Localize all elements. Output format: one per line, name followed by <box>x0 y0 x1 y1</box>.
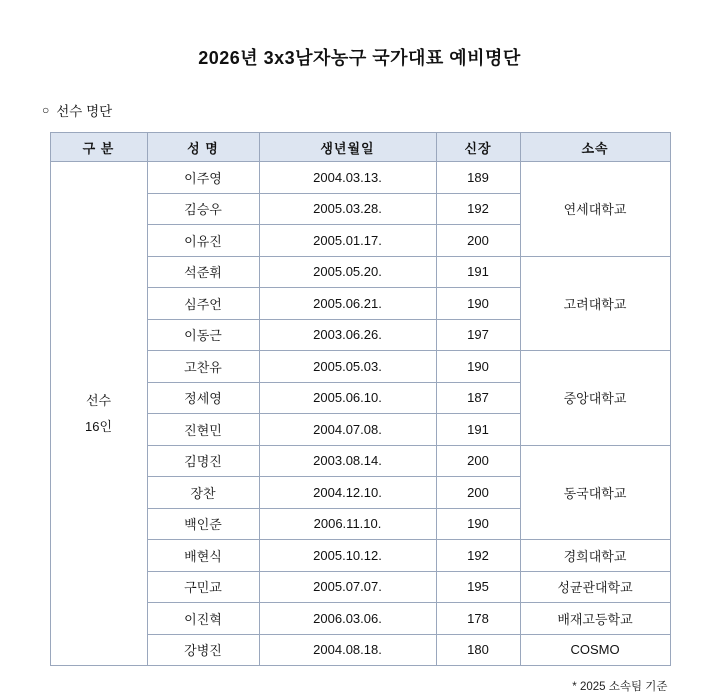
player-name-cell: 이동근 <box>147 319 259 351</box>
player-height-cell: 192 <box>436 540 520 572</box>
player-height-cell: 178 <box>436 603 520 635</box>
player-team-cell: 경희대학교 <box>520 540 670 572</box>
player-height-cell: 190 <box>436 288 520 320</box>
table-row <box>50 162 670 194</box>
player-dob-cell: 2005.06.10. <box>259 382 436 414</box>
player-height-cell: 200 <box>436 225 520 257</box>
player-team-cell: 동국대학교 <box>520 445 670 540</box>
player-team-cell: COSMO <box>520 634 670 666</box>
player-height-cell: 200 <box>436 477 520 509</box>
player-height-cell: 191 <box>436 256 520 288</box>
player-name-cell: 이주영 <box>147 162 259 194</box>
player-dob-cell: 2003.06.26. <box>259 319 436 351</box>
player-height-cell: 191 <box>436 414 520 446</box>
player-dob-cell: 2005.07.07. <box>259 571 436 603</box>
player-height-cell: 180 <box>436 634 520 666</box>
player-name-cell: 이진혁 <box>147 603 259 635</box>
player-name-cell: 강병진 <box>147 634 259 666</box>
table-header-row <box>50 133 670 162</box>
column-header-dob: 생년월일 <box>259 133 436 162</box>
player-name-cell: 고찬유 <box>147 351 259 383</box>
division-line-2: 16인 <box>84 418 113 434</box>
player-name-cell: 진현민 <box>147 414 259 446</box>
player-name-cell: 심주언 <box>147 288 259 320</box>
player-team-cell: 성균관대학교 <box>520 571 670 603</box>
player-dob-cell: 2005.06.21. <box>259 288 436 320</box>
player-height-cell: 195 <box>436 571 520 603</box>
player-name-cell: 장찬 <box>147 477 259 509</box>
player-team-cell: 고려대학교 <box>520 256 670 351</box>
roster-table <box>50 132 671 666</box>
player-height-cell: 189 <box>436 162 520 194</box>
table-body <box>50 162 670 666</box>
player-dob-cell: 2004.07.08. <box>259 414 436 446</box>
player-dob-cell: 2006.03.06. <box>259 603 436 635</box>
player-dob-cell: 2004.03.13. <box>259 162 436 194</box>
player-dob-cell: 2004.08.18. <box>259 634 436 666</box>
column-header-team: 소속 <box>520 133 670 162</box>
player-name-cell: 정세영 <box>147 382 259 414</box>
player-team-cell: 연세대학교 <box>520 162 670 257</box>
player-name-cell: 구민교 <box>147 571 259 603</box>
player-dob-cell: 2005.03.28. <box>259 193 436 225</box>
player-dob-cell: 2006.11.10. <box>259 508 436 540</box>
column-header-name: 성 명 <box>147 133 259 162</box>
player-name-cell: 백인준 <box>147 508 259 540</box>
player-dob-cell: 2005.10.12. <box>259 540 436 572</box>
player-name-cell: 이유진 <box>147 225 259 257</box>
player-height-cell: 190 <box>436 351 520 383</box>
bullet-circle-icon: ○ <box>42 103 50 117</box>
player-name-cell: 배현식 <box>147 540 259 572</box>
division-line-1: 선수 <box>85 393 112 409</box>
page-title: 2026년 3x3남자농구 국가대표 예비명단 <box>198 48 521 68</box>
player-height-cell: 192 <box>436 193 520 225</box>
player-team-cell: 배재고등학교 <box>520 603 670 635</box>
division-cell <box>50 162 147 666</box>
player-dob-cell: 2005.05.20. <box>259 256 436 288</box>
player-dob-cell: 2005.05.03. <box>259 351 436 383</box>
player-height-cell: 190 <box>436 508 520 540</box>
footnote: * 2025 소속팀 기준 <box>572 681 668 693</box>
roster-table-container <box>50 132 670 694</box>
player-team-cell: 중앙대학교 <box>520 351 670 446</box>
player-name-cell: 김명진 <box>147 445 259 477</box>
player-height-cell: 187 <box>436 382 520 414</box>
player-name-cell: 석준휘 <box>147 256 259 288</box>
player-dob-cell: 2003.08.14. <box>259 445 436 477</box>
player-dob-cell: 2004.12.10. <box>259 477 436 509</box>
player-height-cell: 197 <box>436 319 520 351</box>
section-heading <box>42 100 719 120</box>
player-name-cell: 김승우 <box>147 193 259 225</box>
player-dob-cell: 2005.01.17. <box>259 225 436 257</box>
table-header <box>50 133 670 162</box>
column-header-division: 구 분 <box>50 133 147 162</box>
section-heading-label: 선수 명단 <box>56 104 113 119</box>
column-header-height: 신장 <box>436 133 520 162</box>
player-height-cell: 200 <box>436 445 520 477</box>
